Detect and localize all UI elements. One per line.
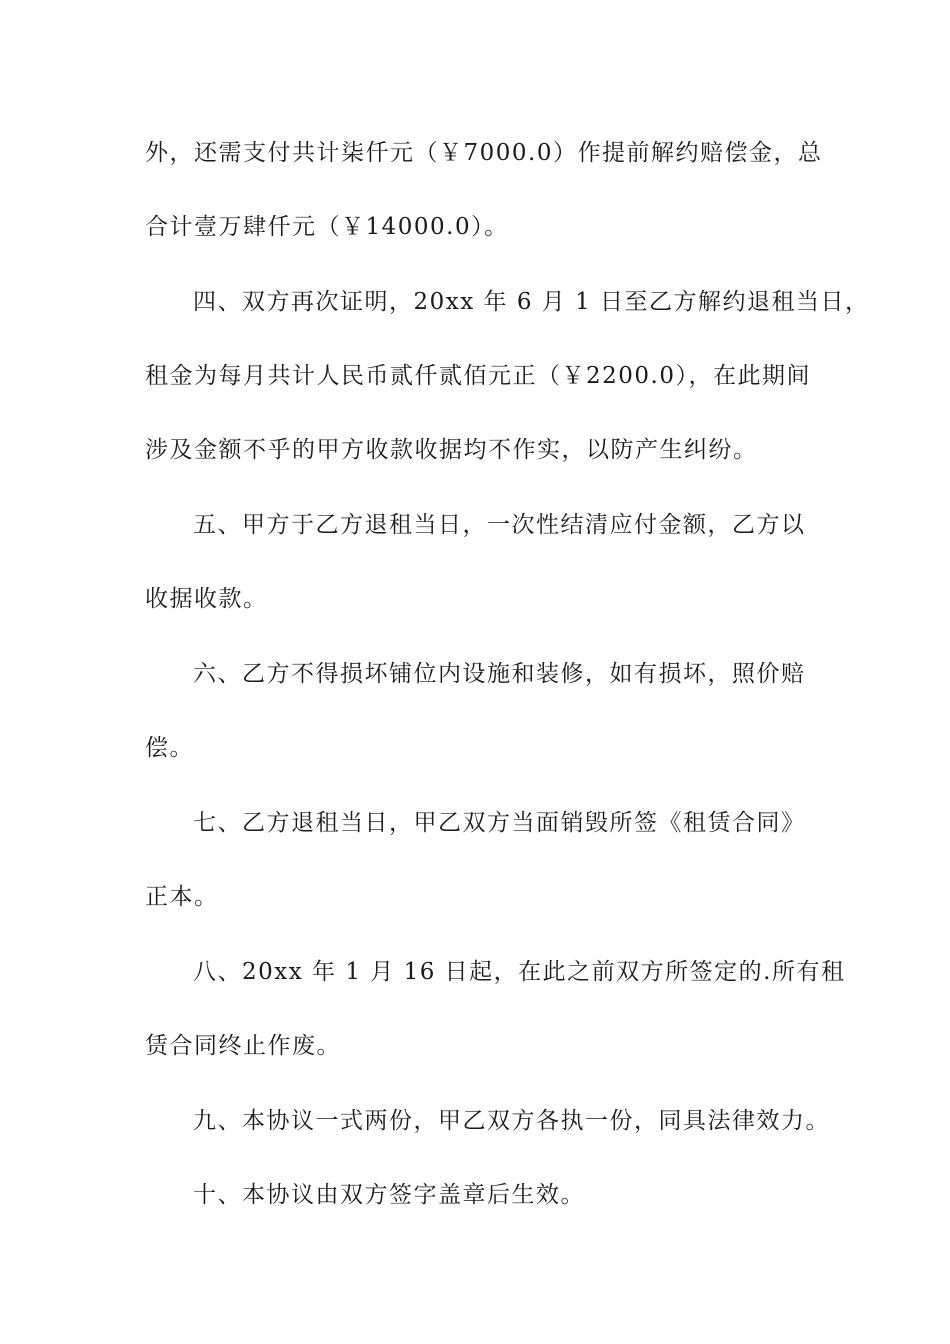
paragraph-line: 八、20xx 年 1 月 16 日起，在此之前双方所签定的.所有租 — [193, 959, 846, 985]
paragraph-line: 四、双方再次证明，20xx 年 6 月 1 日至乙方解约退租当日， — [193, 289, 870, 315]
paragraph-line: 十、本协议由双方签字盖章后生效。 — [193, 1182, 585, 1208]
paragraph-line: 五、甲方于乙方退租当日，一次性结清应付金额，乙方以 — [193, 512, 806, 538]
paragraph-line: 外，还需支付共计柒仟元（￥7000.0）作提前解约赔偿金，总 — [145, 140, 823, 166]
paragraph-line: 九、本协议一式两份，甲乙双方各执一份，同具法律效力。 — [193, 1108, 830, 1134]
paragraph-line: 合计壹万肆仟元（￥14000.0）。 — [145, 214, 509, 240]
paragraph-line: 赁合同终止作废。 — [145, 1033, 341, 1059]
paragraph-line: 租金为每月共计人民币贰仟贰佰元正（￥2200.0），在此期间 — [145, 363, 811, 389]
paragraph-line: 偿。 — [145, 735, 194, 761]
paragraph-line: 七、乙方退租当日，甲乙双方当面销毁所签《租赁合同》 — [193, 810, 806, 836]
paragraph-line: 收据收款。 — [145, 586, 268, 612]
paragraph-line: 正本。 — [145, 884, 219, 910]
paragraph-line: 六、乙方不得损坏铺位内设施和装修，如有损坏，照价赔 — [193, 661, 806, 687]
paragraph-line: 涉及金额不乎的甲方收款收据均不作实，以防产生纠纷。 — [145, 437, 758, 463]
